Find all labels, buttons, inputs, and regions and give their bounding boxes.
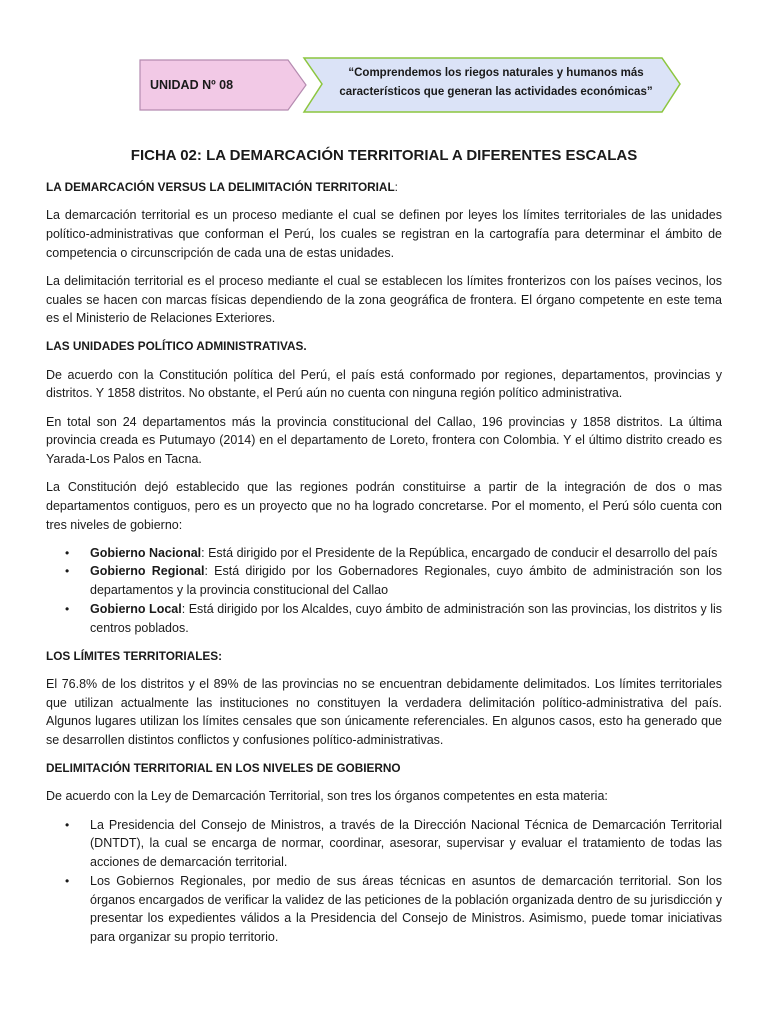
government-levels-list — [46, 544, 722, 638]
heading-suffix: : — [394, 180, 398, 194]
list-item — [46, 544, 722, 563]
unit-quote: “Comprendemos los riegos naturales y humanos más característicos que generan las actividades económicas” — [339, 67, 653, 98]
page-title: FICHA 02: LA DEMARCACIÓN TERRITORIAL A DIFERENTES ESCALAS — [130, 147, 638, 164]
section-heading-demarcacion — [46, 178, 722, 197]
paragraph: La delimitación territorial es el proceso mediante el cual se establecen los límites fronterizos con los países vecinos, los cuales se hacen con marcas físicas dependiendo de la zona geográfica de frontera. El órgano competente en este tema es el Ministerio de Relaciones Exteriores. — [46, 273, 722, 326]
list-item-text: : Está dirigido por los Alcaldes, cuyo ámbito de administración son las provincias, los distritos y lis centros poblados. — [90, 601, 723, 635]
list-item — [46, 600, 722, 637]
document-body — [46, 178, 722, 956]
section-heading-unidades: LAS UNIDADES POLÍTICO ADMINISTRATIVAS. — [46, 339, 307, 354]
paragraph: La Constitución dejó establecido que las regiones podrán constituirse a partir de la integración de dos o mas departamentos contiguos, pero es un proyecto que no ha logrado concretarse. Por el momento, el Perú sólo cuenta con tres niveles de gobierno: — [46, 480, 722, 532]
bullet-icon: • — [65, 601, 70, 616]
list-item-term: Gobierno Regional — [90, 564, 205, 579]
list-item-text: : Está dirigido por el Presidente de la República, encargado de conducir el desarrollo del país — [201, 545, 718, 560]
list-item-term: Gobierno Nacional — [90, 545, 202, 560]
list-item-text: La Presidencia del Consejo de Ministros, a través de la Dirección Nacional Técnica de Demarcación Territorial (DNTDT), la cual se encarga de normar, coordinar, asesorar, supervisar y evaluar el tratamiento de todas las acciones de demarcación territorial. — [90, 817, 722, 870]
unit-label: UNIDAD Nº 08 — [150, 78, 234, 92]
bullet-icon: • — [65, 817, 70, 832]
paragraph: El 76.8% de los distritos y el 89% de las provincias no se encuentran debidamente delimitados. Los límites territoriales que utilizan actualmente las instituciones no constituyen la verdadera delimitación político-administrativa del país. Algunos lugares utilizan los límites censales que son únicamente referenciales. En algunos casos, esto ha generado que se desarrollen distintos conflictos y confusiones político-administrativas. — [46, 676, 722, 748]
list-item — [46, 562, 722, 599]
competent-organs-list — [46, 816, 722, 947]
list-item — [46, 816, 722, 872]
list-item — [46, 872, 722, 947]
section-heading-niveles-gobierno: DELIMITACIÓN TERRITORIAL EN LOS NIVELES DE GOBIERNO — [46, 761, 401, 776]
list-item-text: Los Gobiernos Regionales, por medio de sus áreas técnicas en asuntos de demarcación territorial. Son los órganos encargados de verificar la validez de las peticiones de la población organizada dentro de su jurisdicción y presentar los expedientes válidos a la Presidencia del Consejo de Ministros. Asimismo, puede tomar iniciativas para organizar su propio territorio. — [90, 873, 722, 944]
section-heading-limites: LOS LÍMITES TERRITORIALES: — [46, 648, 223, 663]
heading-text: LA DEMARCACIÓN VERSUS LA DELIMITACIÓN TERRITORIAL — [46, 180, 395, 194]
list-item-term: Gobierno Local — [90, 601, 182, 616]
bullet-icon: • — [65, 564, 70, 579]
paragraph: En total son 24 departamentos más la provincia constitucional del Callao, 196 provincias y 1858 distritos. La última provincia creada es Putumayo (2014) en el departamento de Loreto, frontera con Colombia. Y el último distrito creado es Yarada-Los Palos en Tacna. — [46, 414, 722, 466]
list-item-text: : Está dirigido por los Gobernadores Regionales, cuyo ámbito de administración son los departamentos y la provincia constitucional del Callao — [90, 564, 722, 598]
bullet-icon: • — [65, 873, 70, 888]
paragraph: De acuerdo con la Ley de Demarcación Territorial, son tres los órganos competentes en esta materia: — [46, 789, 608, 804]
unit-banner — [0, 0, 768, 120]
paragraph: La demarcación territorial es un proceso mediante el cual se definen por leyes los límites territoriales de las unidades político-administrativas que conforman el Perú, los cuales se registran en la cartografía para determinar el ámbito de competencia o circunscripción de cada una de estas unidades. — [46, 208, 722, 260]
paragraph: De acuerdo con la Constitución política del Perú, el país está conformado por regiones, departamentos, provincias y distritos. Y 1858 distritos. No obstante, el Perú aún no cuenta con ninguna región político administrativa. — [46, 367, 722, 401]
bullet-icon: • — [65, 545, 70, 560]
